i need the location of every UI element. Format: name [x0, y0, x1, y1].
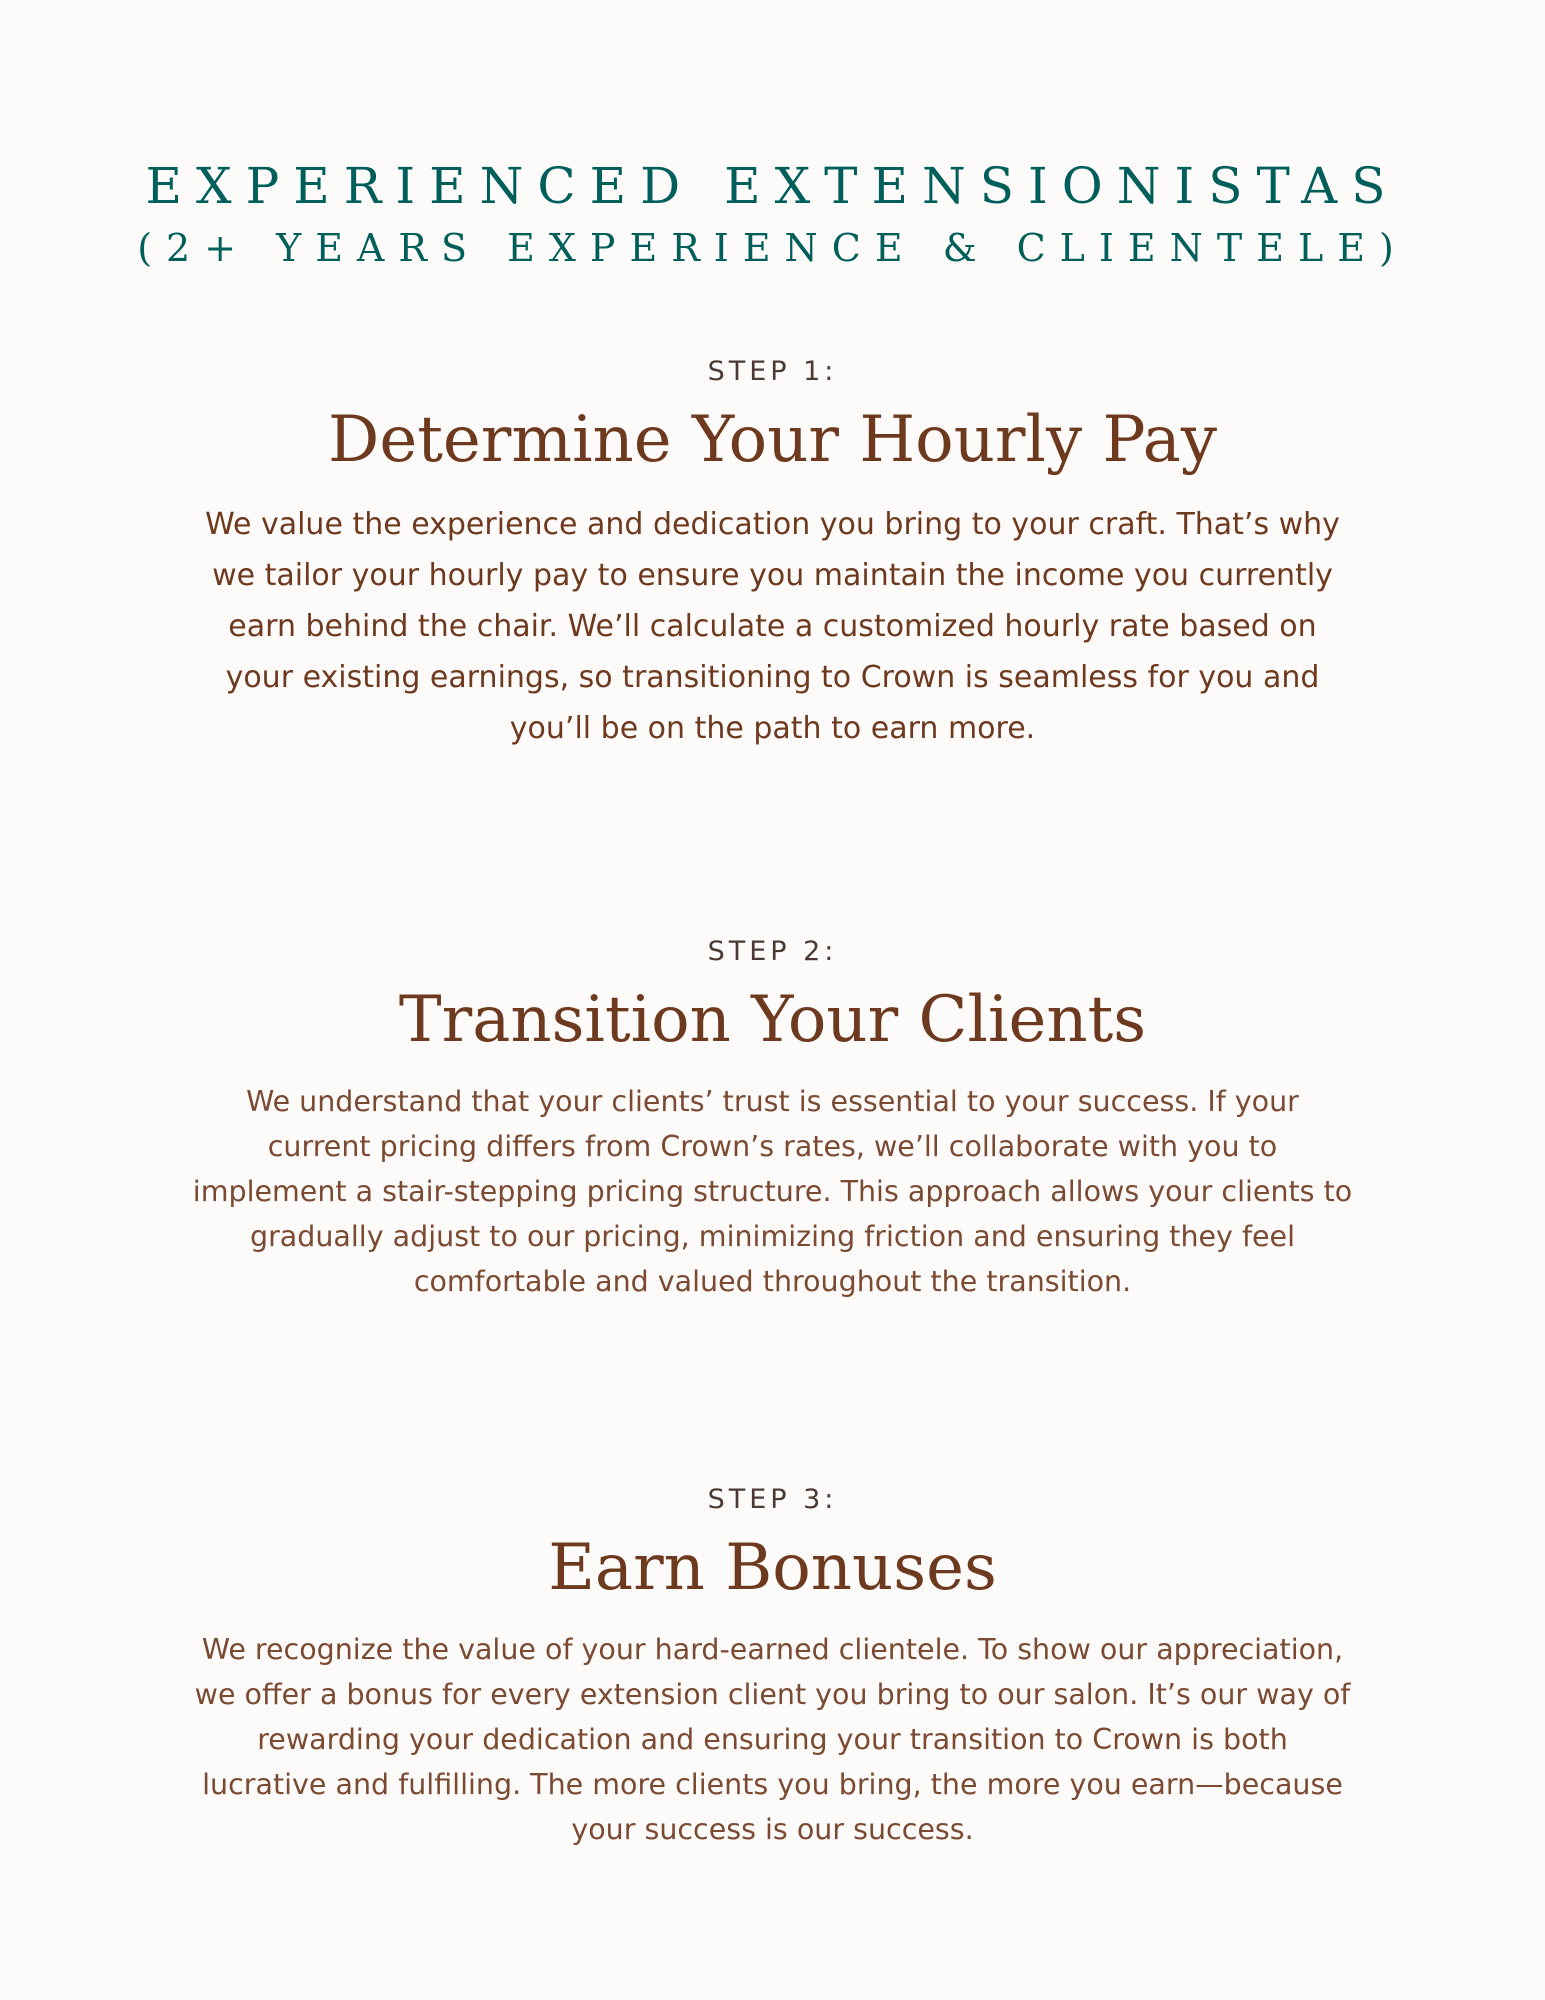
step-2-section: [0, 932, 1545, 1304]
step-3-section: [0, 1480, 1545, 1852]
step-1-section: [0, 352, 1545, 754]
step-1-label: STEP 1:: [707, 356, 838, 387]
step-1-heading: Determine Your Hourly Pay: [328, 403, 1217, 477]
step-2-body: We understand that your clients’ trust is essential to your success. If your current pricing differs from Crown’s rates, we’ll collaborate with you to implement a stair-stepping pricing structure. This approach allows your clients to gradually adjust to our pricing, minimizing friction and ensuring they feel comfortable and valued throughout the transition.: [192, 1085, 1353, 1298]
step-2-heading: Transition Your Clients: [398, 983, 1147, 1057]
step-3-body: We recognize the value of your hard-earned clientele. To show our appreciation, we offer a bonus for every extension client you bring to our salon. It’s our way of rewarding your dedication and ensuring your transition to Crown is both lucrative and fulfilling. The more clients you bring, the more you earn—because your success is our success.: [194, 1633, 1351, 1846]
page-subtitle: (2+ YEARS EXPERIENCE & CLIENTELE): [137, 226, 1408, 270]
step-3-heading: Earn Bonuses: [548, 1531, 997, 1605]
step-3-label: STEP 3:: [707, 1484, 838, 1515]
step-1-body: We value the experience and dedication you bring to your craft. That’s why we tailor your hourly pay to ensure you maintain the income you currently earn behind the chair. We’ll calculate a customized hourly rate based on your existing earnings, so transitioning to Crown is seamless for you and you’ll be on the path to earn more.: [205, 507, 1340, 746]
page-header: [0, 150, 1545, 274]
step-2-label: STEP 2:: [707, 936, 838, 967]
page-title: EXPERIENCED EXTENSIONISTAS: [145, 157, 1400, 215]
